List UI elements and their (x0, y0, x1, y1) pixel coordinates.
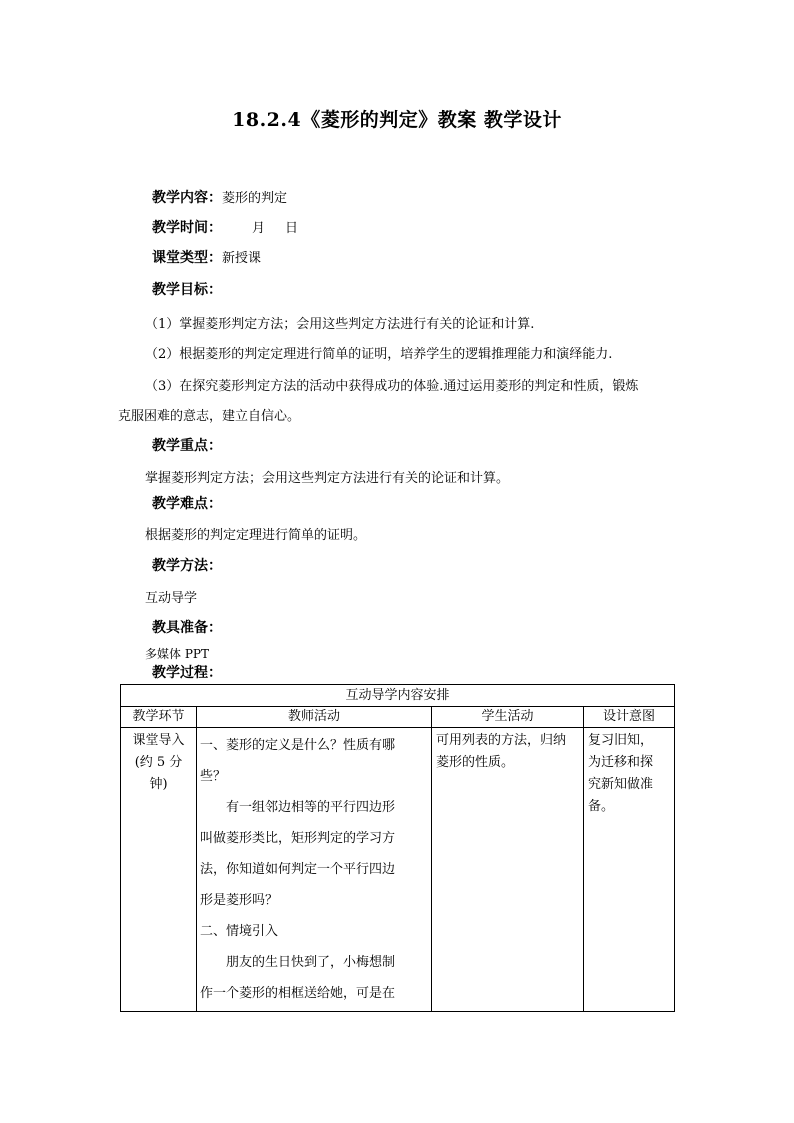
teacher-line: 有一组邻边相等的平行四边形 (226, 800, 396, 815)
type-line (152, 247, 261, 267)
table-column-row (121, 707, 675, 728)
content-line (152, 187, 287, 207)
goal-label: 教学目标： (152, 282, 222, 298)
teacher-line: 作一个菱形的相框送给她，可是在 (200, 986, 396, 1001)
column-stage: 教学环节 (121, 707, 197, 728)
key-heading (152, 435, 222, 455)
document-title: 18.2.4《菱形的判定》教案 教学设计 (232, 109, 562, 131)
difficulty-label: 教学难点： (152, 496, 222, 512)
table-header: 互动导学内容安排 (121, 685, 675, 707)
process-label: 教学过程： (152, 665, 222, 681)
difficulty-value: 根据菱形的判定定理进行简单的证明。 (145, 528, 367, 543)
column-student: 学生活动 (432, 707, 584, 728)
stage-line: 课堂导入 (132, 733, 185, 748)
goal-item: （1）掌握菱形判定方法；会用这些判定方法进行有关的论证和计算. (145, 317, 535, 332)
type-value: 新授课 (222, 251, 262, 266)
time-label: 教学时间： (152, 220, 222, 236)
key-label: 教学重点： (152, 438, 222, 454)
content-label: 教学内容： (152, 190, 222, 206)
content-value: 菱形的判定 (222, 191, 288, 206)
teacher-line: 叫做菱形类比，矩形判定的学习方 (200, 831, 396, 846)
intent-cell (584, 728, 675, 1012)
method-value: 互动导学 (145, 591, 198, 606)
teacher-line: 一、菱形的定义是什么？性质有哪 (200, 738, 396, 753)
stage-cell (121, 728, 197, 1012)
table-header-row (121, 685, 675, 707)
column-teacher: 教师活动 (197, 707, 432, 728)
time-month: 月 (252, 221, 266, 236)
teacher-line: 法，你知道如何判定一个平行四边 (200, 862, 396, 877)
teacher-line: 二、情境引入 (200, 924, 279, 939)
student-line: 可用列表的方法，归纳 (436, 733, 567, 748)
process-table (120, 684, 675, 1012)
difficulty-heading (152, 493, 222, 513)
key-value: 掌握菱形判定方法；会用这些判定方法进行有关的论证和计算。 (145, 471, 510, 486)
goal-heading (152, 279, 222, 299)
tools-label: 教具准备： (152, 620, 222, 636)
stage-line: 钟) (149, 777, 168, 792)
goal-item: （2）根据菱形的判定定理进行简单的证明，培养学生的逻辑推理能力和演绎能力. (145, 347, 613, 362)
intent-line: 究新知做准 (588, 777, 654, 792)
time-day: 日 (285, 221, 299, 236)
process-heading (152, 662, 222, 682)
teacher-line: 形是菱形吗？ (200, 893, 279, 908)
time-line (152, 217, 298, 237)
intent-line: 备。 (588, 799, 615, 814)
teacher-line: 朋友的生日快到了，小梅想制 (226, 955, 396, 970)
intent-line: 复习旧知， (588, 733, 654, 748)
column-intent: 设计意图 (584, 707, 675, 728)
student-line: 菱形的性质。 (436, 755, 515, 770)
student-cell (432, 728, 584, 1012)
method-heading (152, 555, 222, 575)
tools-heading (152, 617, 222, 637)
table-row (121, 728, 675, 1012)
goal-item-continued: 克服困难的意志，建立自信心。 (118, 409, 301, 424)
method-label: 教学方法： (152, 558, 222, 574)
intent-line: 为迁移和探 (588, 755, 654, 770)
teacher-line: 些？ (200, 769, 227, 784)
tools-value: 多媒体 PPT (145, 647, 209, 661)
type-label: 课堂类型： (152, 250, 222, 266)
goal-item: （3）在探究菱形判定方法的活动中获得成功的体验.通过运用菱形的判定和性质，锻炼 (145, 379, 639, 394)
teacher-cell (197, 728, 432, 1012)
stage-line: (约 5 分 (134, 755, 183, 770)
